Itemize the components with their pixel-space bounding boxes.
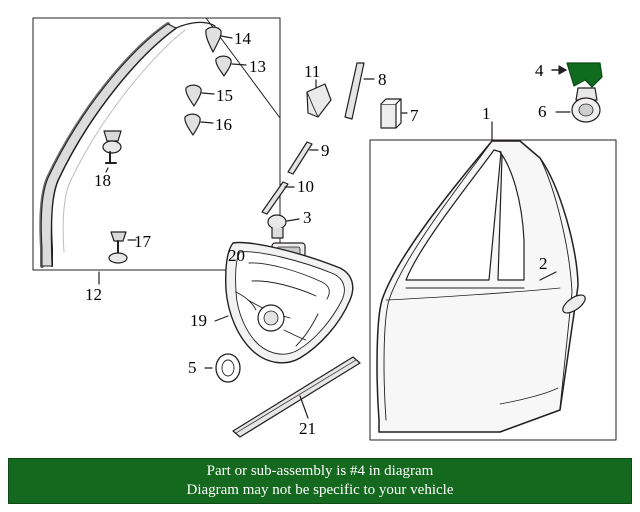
callout-12: 12 xyxy=(85,285,102,304)
callout-6: 6 xyxy=(538,102,547,121)
part-8-molding xyxy=(345,63,364,119)
callout-2: 2 xyxy=(539,254,548,273)
callout-8: 8 xyxy=(378,70,387,89)
callout-17: 17 xyxy=(134,232,151,251)
callout-20: 20 xyxy=(228,246,245,265)
footer-banner xyxy=(8,458,632,504)
callout-7: 7 xyxy=(410,106,419,125)
callout-19: 19 xyxy=(190,311,207,330)
callout-3: 3 xyxy=(303,208,312,227)
part-6-grommet xyxy=(572,88,600,122)
callout-14: 14 xyxy=(234,29,251,48)
footer-line-2: Diagram may not be specific to your vehicle xyxy=(186,482,454,498)
leader-19 xyxy=(215,316,228,321)
callout-11: 11 xyxy=(304,62,321,81)
callout-16: 16 xyxy=(215,115,232,134)
leader-21 xyxy=(300,396,308,418)
part-4-highlighted-clip xyxy=(567,63,602,87)
callout-10: 10 xyxy=(297,177,314,196)
callout-18: 18 xyxy=(94,171,111,190)
callout-9: 9 xyxy=(321,141,330,160)
callout-21: 21 xyxy=(299,419,316,438)
callout-5: 5 xyxy=(188,358,197,377)
part-11-bracket xyxy=(307,84,331,117)
leader-4-arrow xyxy=(559,66,566,74)
part-21-belt-molding xyxy=(233,357,360,437)
leader-3 xyxy=(287,219,299,221)
callout-15: 15 xyxy=(216,86,233,105)
part-7-block xyxy=(381,99,401,128)
part-5-grommet xyxy=(216,354,240,382)
callout-13: 13 xyxy=(249,57,266,76)
callout-1: 1 xyxy=(482,104,491,123)
callout-4: 4 xyxy=(535,61,544,80)
part-9-strip xyxy=(288,142,312,174)
footer-line-1: Part or sub-assembly is #4 in diagram xyxy=(206,463,434,480)
